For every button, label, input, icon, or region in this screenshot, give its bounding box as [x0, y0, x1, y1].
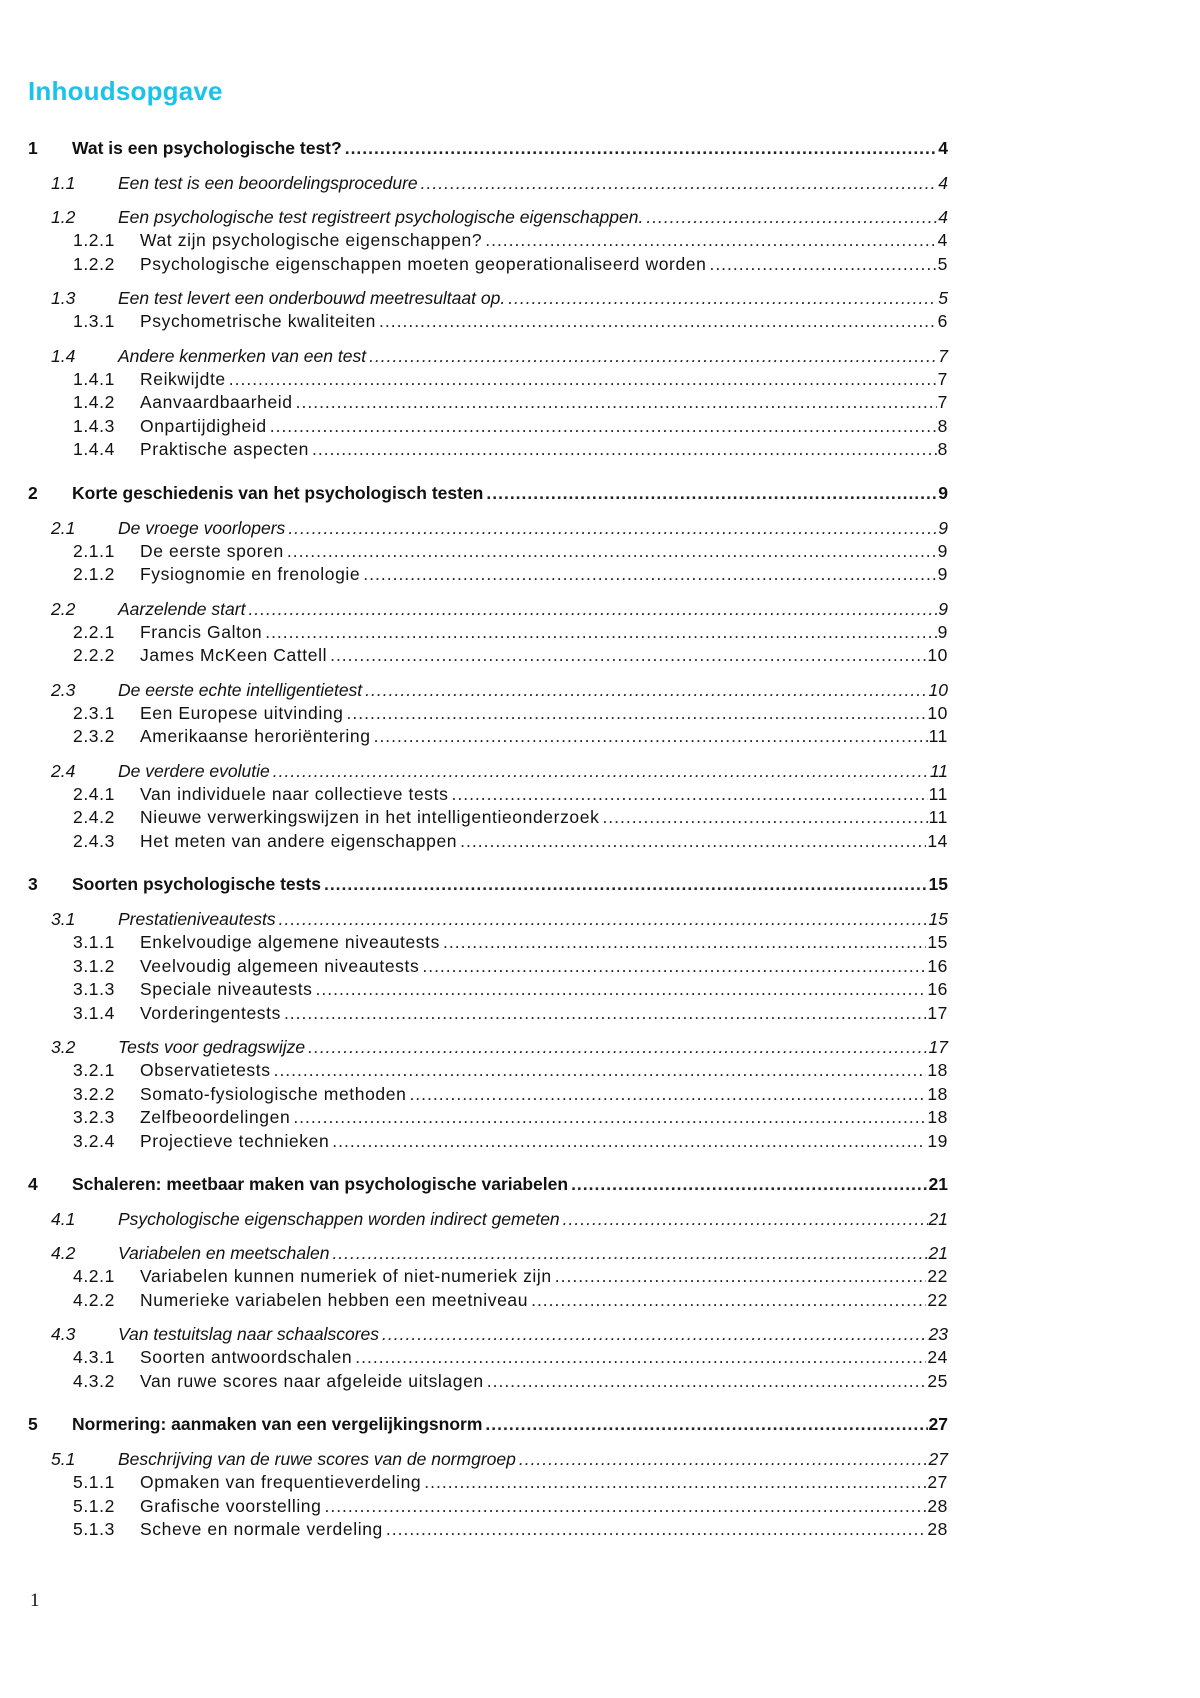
dot-leader	[365, 680, 927, 701]
toc-entry-page: 9	[938, 517, 948, 538]
toc-entry-level-2[interactable]	[28, 518, 948, 541]
toc-entry-page: 9	[938, 598, 948, 619]
toc-entry-page: 24	[927, 1347, 948, 1367]
dot-leader	[508, 288, 937, 309]
toc-entry-level-3[interactable]	[28, 369, 948, 393]
toc-entry-page: 10	[928, 679, 948, 700]
toc-entry-number: 2	[28, 482, 38, 503]
toc-entry-level-3[interactable]	[28, 1519, 948, 1543]
toc-entry-number: 2.4.1	[73, 783, 115, 804]
toc-entry-page: 5	[938, 288, 948, 308]
dot-leader	[451, 784, 927, 805]
dot-leader	[421, 173, 938, 194]
toc-entry-number: 4.3	[51, 1324, 76, 1344]
toc-entry-title: Variabelen en meetschalen	[118, 1243, 330, 1263]
toc-entry-title: Amerikaanse heroriëntering	[140, 726, 371, 746]
toc-entry-title: Andere kenmerken van een test	[118, 345, 367, 366]
dot-leader	[248, 599, 937, 620]
toc-entry-page: 28	[927, 1495, 948, 1516]
toc-entry-title: Wat is een psychologische test?	[72, 138, 342, 158]
toc-entry-level-3[interactable]	[28, 254, 948, 278]
toc-entry-title: Zelfbeoordelingen	[140, 1107, 291, 1127]
toc-entry-page: 4	[938, 207, 948, 227]
dot-leader	[486, 483, 937, 504]
toc-entry-number: 2.1.1	[73, 540, 115, 561]
toc-entry-number: 1.3.1	[73, 311, 115, 331]
toc-entry-level-3[interactable]	[28, 1060, 948, 1084]
toc-entry-title: Psychologische eigenschappen worden indirect gemeten	[118, 1209, 560, 1229]
toc-entry-title: Schaleren: meetbaar maken van psychologische variabelen	[72, 1174, 569, 1194]
toc-entry-title: Een test levert een onderbouwd meetresultaat op.	[118, 288, 506, 308]
toc-entry-title: Veelvoudig algemeen niveautests	[140, 955, 420, 976]
toc-entry-number: 1.4	[51, 345, 76, 366]
toc-entry-title: Van ruwe scores naar afgeleide uitslagen	[140, 1370, 484, 1391]
dot-leader	[563, 1209, 928, 1230]
toc-entry-page: 18	[927, 1060, 948, 1080]
toc-entry-level-2[interactable]	[28, 909, 948, 932]
toc-entry-title: Prestatieniveautests	[118, 909, 276, 929]
toc-entry-number: 3.2.4	[73, 1130, 115, 1151]
toc-entry-title: Speciale niveautests	[140, 979, 313, 999]
toc-entry-title: James McKeen Cattell	[140, 645, 328, 665]
toc-entry-number: 2.3.2	[73, 726, 115, 746]
toc-entry-level-2[interactable]	[28, 680, 948, 703]
toc-entry-page: 8	[937, 439, 948, 459]
toc-entry-page: 21	[928, 1243, 948, 1263]
toc-entry-title: Somato-fysiologische methoden	[140, 1083, 407, 1104]
toc-entry-number: 3.1.4	[73, 1002, 115, 1023]
toc-entry-level-3[interactable]	[28, 622, 948, 646]
dot-leader	[265, 622, 936, 643]
toc-entry-title: Normering: aanmaken van een vergelijkingsnorm	[72, 1414, 483, 1434]
toc-entry-number: 2.4.3	[73, 830, 115, 851]
toc-entry-page: 17	[927, 1002, 948, 1023]
dot-leader	[332, 1131, 926, 1152]
toc-entry-number: 1.2	[51, 207, 76, 227]
toc-entry-title: Observatietests	[140, 1060, 271, 1080]
dot-leader	[274, 1060, 927, 1081]
toc-entry-number: 2.3	[51, 679, 76, 700]
toc-entry-number: 1.4.4	[73, 439, 115, 459]
toc-entry-title: De verdere evolutie	[118, 760, 270, 781]
toc-entry-title: Reikwijdte	[140, 368, 226, 389]
dot-leader	[487, 1371, 927, 1392]
toc-entry-number: 5	[28, 1414, 38, 1434]
toc-entry-level-3[interactable]	[28, 541, 948, 565]
toc-entry-level-2[interactable]	[28, 1449, 948, 1472]
toc-entry-page: 7	[938, 345, 948, 366]
toc-entry-title: Tests voor gedragswijze	[118, 1037, 306, 1057]
table-of-contents	[28, 138, 948, 1543]
toc-entry-level-2[interactable]	[28, 761, 948, 784]
toc-entry-page: 25	[927, 1370, 948, 1391]
toc-entry-level-3[interactable]	[28, 703, 948, 727]
toc-entry-page: 28	[927, 1519, 948, 1539]
toc-entry-title: Variabelen kunnen numeriek of niet-numeriek zijn	[140, 1266, 552, 1286]
dot-leader	[409, 1084, 926, 1105]
toc-entry-number: 5.1	[51, 1449, 76, 1469]
toc-entry-level-2[interactable]	[28, 1324, 948, 1347]
toc-entry-level-3[interactable]	[28, 932, 948, 956]
toc-entry-level-3[interactable]	[28, 1496, 948, 1520]
toc-entry-page: 6	[937, 311, 948, 331]
toc-entry-level-2[interactable]	[28, 1243, 948, 1266]
toc-entry-number: 4.3.2	[73, 1370, 115, 1391]
toc-entry-number: 2.1	[51, 517, 76, 538]
toc-entry-level-3[interactable]	[28, 1290, 948, 1314]
toc-entry-title: Enkelvoudige algemene niveautests	[140, 932, 440, 952]
toc-entry-title: Korte geschiedenis van het psychologisch testen	[72, 482, 484, 503]
toc-entry-level-2[interactable]	[28, 207, 948, 230]
dot-leader	[324, 1496, 926, 1517]
toc-entry-number: 2.3.1	[73, 702, 115, 723]
toc-entry-title: Wat zijn psychologische eigenschappen?	[140, 230, 483, 250]
dot-leader	[287, 541, 937, 562]
toc-entry-page: 27	[927, 1472, 948, 1492]
toc-entry-number: 2.4	[51, 760, 76, 781]
toc-entry-level-3[interactable]	[28, 807, 948, 831]
toc-entry-number: 1.3	[51, 288, 76, 308]
toc-entry-level-1[interactable]	[28, 1414, 948, 1438]
toc-entry-level-2[interactable]	[28, 346, 948, 369]
toc-entry-page: 18	[927, 1107, 948, 1127]
toc-entry-level-3[interactable]	[28, 784, 948, 808]
toc-entry-number: 2.1.2	[73, 564, 115, 584]
dot-leader	[347, 703, 927, 724]
toc-entry-page: 21	[928, 1174, 948, 1194]
toc-entry-title: Opmaken van frequentieverdeling	[140, 1472, 422, 1492]
dot-leader	[229, 369, 937, 390]
toc-entry-page: 7	[937, 392, 948, 412]
toc-entry-page: 23	[928, 1324, 948, 1344]
dot-leader	[571, 1174, 927, 1195]
toc-entry-title: Nieuwe verwerkingswijzen in het intelligentieonderzoek	[140, 807, 600, 827]
toc-entry-level-3[interactable]	[28, 956, 948, 980]
toc-entry-title: Van testuitslag naar schaalscores	[118, 1324, 380, 1344]
toc-entry-level-3[interactable]	[28, 1131, 948, 1155]
toc-entry-title: Van individuele naar collectieve tests	[140, 783, 449, 804]
toc-title: Inhoudsopgave	[28, 76, 223, 106]
toc-entry-number: 5.1.1	[73, 1472, 115, 1492]
toc-entry-number: 2.2	[51, 598, 76, 619]
toc-entry-title: De eerste sporen	[140, 540, 284, 561]
toc-entry-title: Een psychologische test registreert psychologische eigenschappen.	[118, 207, 644, 227]
toc-entry-title: Het meten van andere eigenschappen	[140, 830, 458, 851]
toc-entry-number: 5.1.2	[73, 1495, 115, 1516]
toc-entry-number: 3	[28, 874, 38, 894]
toc-entry-page: 8	[937, 415, 948, 436]
dot-leader	[288, 518, 937, 539]
page-number: 1	[30, 1590, 40, 1611]
toc-entry-page: 4	[938, 173, 948, 193]
toc-entry-page: 19	[927, 1130, 948, 1151]
dot-leader	[424, 1472, 926, 1493]
toc-entry-level-1[interactable]	[28, 874, 948, 898]
toc-entry-page: 11	[928, 726, 948, 746]
toc-entry-page: 10	[927, 702, 948, 723]
toc-entry-number: 1.4.2	[73, 392, 115, 412]
dot-leader	[330, 645, 926, 666]
toc-entry-level-2[interactable]	[28, 1209, 948, 1232]
toc-entry-title: Projectieve technieken	[140, 1130, 330, 1151]
toc-entry-title: Psychometrische kwaliteiten	[140, 311, 377, 331]
toc-entry-title: Francis Galton	[140, 621, 263, 642]
toc-entry-number: 4.1	[51, 1209, 76, 1229]
toc-entry-level-3[interactable]	[28, 1107, 948, 1131]
toc-entry-level-3[interactable]	[28, 1472, 948, 1496]
toc-entry-title: Aarzelende start	[118, 598, 246, 619]
dot-leader	[379, 311, 937, 332]
toc-entry-title: Soorten antwoordschalen	[140, 1347, 353, 1367]
toc-entry-level-3[interactable]	[28, 230, 948, 254]
toc-entry-level-3[interactable]	[28, 1003, 948, 1027]
toc-entry-page: 7	[937, 368, 948, 389]
dot-leader	[324, 874, 928, 895]
dot-leader	[273, 761, 929, 782]
toc-entry-page: 9	[937, 564, 948, 584]
dot-leader	[316, 979, 927, 1000]
toc-entry-number: 4.3.1	[73, 1347, 115, 1367]
toc-entry-title: Numerieke variabelen hebben een meetniveau	[140, 1289, 529, 1310]
dot-leader	[519, 1449, 928, 1470]
dot-leader	[308, 1037, 927, 1058]
toc-entry-level-3[interactable]	[28, 1347, 948, 1371]
dot-leader	[709, 254, 936, 275]
dot-leader	[602, 807, 927, 828]
dot-leader	[284, 1003, 926, 1024]
toc-entry-level-3[interactable]	[28, 1371, 948, 1395]
toc-entry-level-1[interactable]	[28, 138, 948, 162]
toc-entry-level-3[interactable]	[28, 645, 948, 669]
toc-entry-page: 11	[928, 783, 948, 804]
toc-entry-number: 3.2.2	[73, 1083, 115, 1104]
toc-entry-level-3[interactable]	[28, 392, 948, 416]
toc-entry-page: 9	[937, 540, 948, 561]
dot-leader	[382, 1324, 928, 1345]
toc-entry-level-3[interactable]	[28, 439, 948, 463]
dot-leader	[312, 439, 937, 460]
toc-entry-page: 14	[927, 830, 948, 851]
toc-entry-level-1[interactable]	[28, 1174, 948, 1198]
toc-entry-title: Grafische voorstelling	[140, 1495, 322, 1516]
toc-entry-title: Een test is een beoordelingsprocedure	[118, 173, 418, 193]
toc-entry-number: 2.4.2	[73, 807, 115, 827]
toc-entry-number: 4.2.2	[73, 1289, 115, 1310]
dot-leader	[443, 932, 926, 953]
dot-leader	[646, 207, 937, 228]
dot-leader	[270, 416, 937, 437]
toc-entry-page: 22	[927, 1289, 948, 1310]
toc-entry-title: Psychologische eigenschappen moeten geoperationaliseerd worden	[140, 253, 707, 274]
toc-entry-page: 11	[929, 760, 948, 781]
toc-entry-title: Onpartijdigheid	[140, 415, 267, 436]
dot-leader	[422, 956, 926, 977]
toc-entry-title: De vroege voorlopers	[118, 517, 286, 538]
toc-entry-number: 1.4.1	[73, 368, 115, 389]
toc-entry-page: 21	[928, 1209, 948, 1229]
dot-leader	[363, 564, 936, 585]
toc-entry-level-1[interactable]	[28, 483, 948, 507]
dot-leader	[293, 1107, 926, 1128]
toc-entry-level-3[interactable]	[28, 416, 948, 440]
dot-leader	[332, 1243, 927, 1264]
toc-entry-title: Fysiognomie en frenologie	[140, 564, 361, 584]
dot-leader	[555, 1266, 927, 1287]
toc-entry-level-2[interactable]	[28, 288, 948, 311]
toc-entry-page: 17	[928, 1037, 948, 1057]
toc-entry-number: 1.2.2	[73, 253, 115, 274]
toc-entry-number: 1.2.1	[73, 230, 115, 250]
toc-entry-page: 11	[928, 807, 948, 827]
toc-entry-number: 3.1	[51, 909, 76, 929]
toc-entry-title: Praktische aspecten	[140, 439, 309, 459]
toc-entry-number: 3.1.2	[73, 955, 115, 976]
toc-entry-number: 4.2.1	[73, 1266, 115, 1286]
toc-entry-number: 2.2.2	[73, 645, 115, 665]
toc-entry-page: 15	[928, 874, 948, 894]
toc-entry-level-3[interactable]	[28, 979, 948, 1003]
toc-entry-number: 5.1.3	[73, 1519, 115, 1539]
toc-entry-number: 1.4.3	[73, 415, 115, 436]
toc-entry-page: 9	[938, 482, 948, 503]
toc-entry-number: 1	[28, 138, 38, 158]
toc-entry-page: 10	[927, 645, 948, 665]
toc-entry-level-2[interactable]	[28, 599, 948, 622]
toc-entry-title: Vorderingentests	[140, 1002, 281, 1023]
toc-entry-number: 4	[28, 1174, 38, 1194]
toc-entry-page: 4	[938, 138, 948, 158]
dot-leader	[485, 1414, 927, 1435]
toc-entry-level-3[interactable]	[28, 831, 948, 855]
toc-entry-number: 4.2	[51, 1243, 76, 1263]
toc-entry-title: De eerste echte intelligentietest	[118, 679, 363, 700]
toc-entry-page: 16	[927, 979, 948, 999]
toc-entry-page: 27	[928, 1449, 948, 1469]
toc-entry-page: 4	[937, 230, 948, 250]
dot-leader	[531, 1290, 926, 1311]
toc-entry-level-3[interactable]	[28, 564, 948, 588]
toc-entry-title: Soorten psychologische tests	[72, 874, 321, 894]
toc-entry-title: Beschrijving van de ruwe scores van de normgroep	[118, 1449, 516, 1469]
toc-entry-level-2[interactable]	[28, 1037, 948, 1060]
toc-entry-page: 27	[928, 1414, 948, 1434]
toc-entry-level-3[interactable]	[28, 1266, 948, 1290]
toc-entry-level-2[interactable]	[28, 173, 948, 196]
toc-entry-page: 9	[937, 621, 948, 642]
toc-entry-level-3[interactable]	[28, 726, 948, 750]
dot-leader	[369, 346, 937, 367]
toc-entry-number: 3.1.1	[73, 932, 115, 952]
toc-entry-page: 18	[927, 1083, 948, 1104]
toc-entry-title: Scheve en normale verdeling	[140, 1519, 383, 1539]
dot-leader	[386, 1519, 926, 1540]
toc-entry-title: Een Europese uitvinding	[140, 702, 344, 723]
toc-entry-number: 3.2.3	[73, 1107, 115, 1127]
dot-leader	[355, 1347, 926, 1368]
dot-leader	[374, 726, 928, 747]
dot-leader	[279, 909, 928, 930]
toc-entry-page: 5	[937, 253, 948, 274]
toc-entry-title: Aanvaardbaarheid	[140, 392, 293, 412]
toc-entry-number: 1.1	[51, 173, 76, 193]
dot-leader	[296, 392, 937, 413]
toc-entry-number: 3.1.3	[73, 979, 115, 999]
toc-entry-page: 15	[927, 932, 948, 952]
toc-entry-number: 3.2.1	[73, 1060, 115, 1080]
toc-entry-number: 2.2.1	[73, 621, 115, 642]
dot-leader	[460, 831, 926, 852]
toc-entry-page: 22	[927, 1266, 948, 1286]
dot-leader	[485, 230, 936, 251]
dot-leader	[345, 138, 938, 159]
toc-entry-page: 16	[927, 955, 948, 976]
toc-entry-page: 15	[928, 909, 948, 929]
toc-entry-level-3[interactable]	[28, 1084, 948, 1108]
toc-entry-level-3[interactable]	[28, 311, 948, 335]
toc-entry-number: 3.2	[51, 1037, 76, 1057]
